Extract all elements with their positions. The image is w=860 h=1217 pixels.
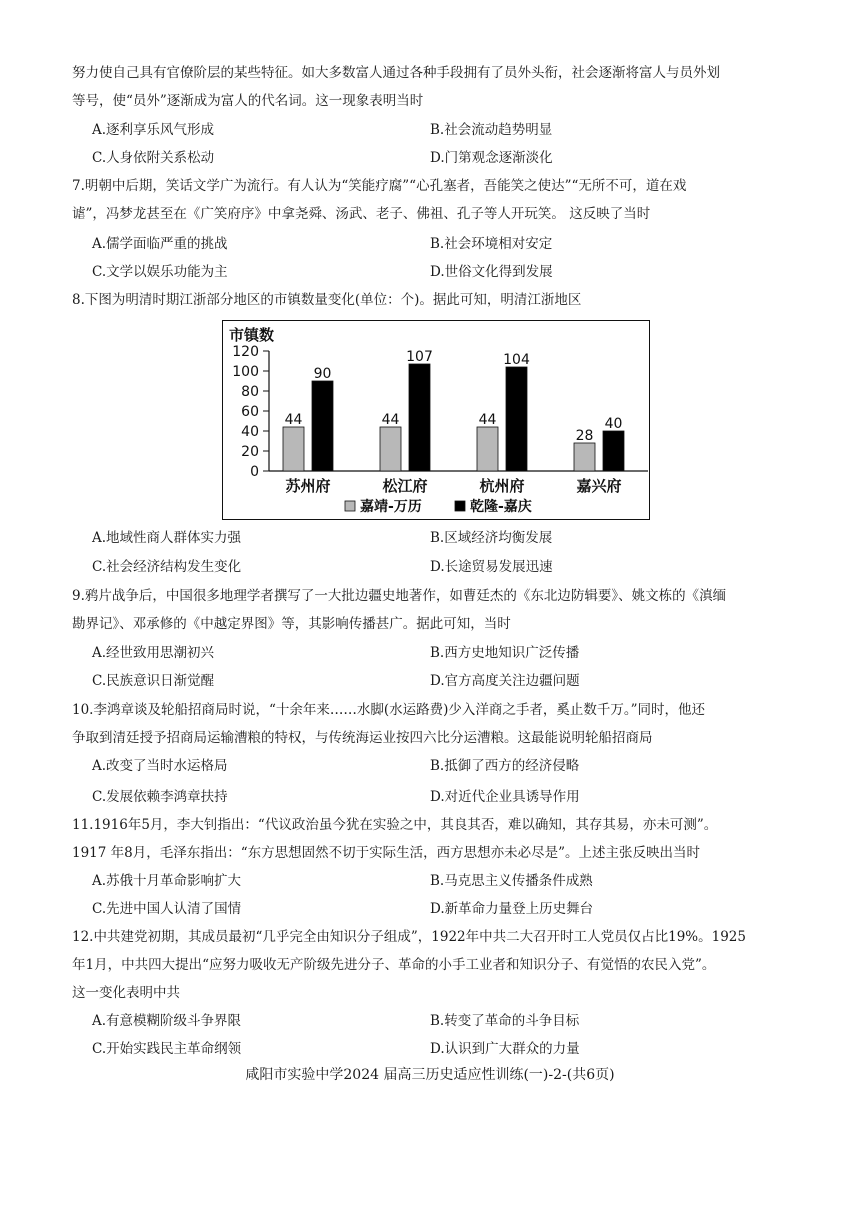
q8-option-c[interactable]: C.社会经济结构发生变化 (92, 559, 242, 575)
x-category-label: 嘉兴府 (576, 477, 622, 495)
x-category-label: 杭州府 (479, 477, 525, 495)
q9-stem-line-2: 勘界记》、邓承修的《中越定界图》等，其影响传播甚广。据此可知，当时 (72, 616, 511, 632)
q6-option-a[interactable]: A.逐利享乐风气形成 (92, 122, 215, 138)
q11-option-b[interactable]: B.马克思主义传播条件成熟 (430, 873, 593, 889)
y-tick-label: 60 (241, 404, 259, 420)
q6-option-b[interactable]: B.社会流动趋势明显 (430, 122, 553, 138)
q6-option-c[interactable]: C.人身依附关系松动 (92, 150, 215, 166)
bar-qianlong-jiaqing (409, 364, 430, 471)
bar-value-label: 28 (575, 428, 594, 444)
town-count-chart (222, 320, 650, 520)
q12-stem-line-3: 这一变化表明中共 (72, 985, 180, 1001)
bar-value-label: 40 (604, 416, 623, 432)
legend-label: 乾隆-嘉庆 (470, 499, 532, 515)
q12-stem-line-2: 年1月，中共四大提出“应努力吸收无产阶级先进分子、革命的小手工业者和知识分子、有觉悟的农民入党”。 (72, 957, 716, 973)
q10-option-d[interactable]: D.对近代企业具诱导作用 (430, 789, 580, 805)
q11-stem-line-1: 11.1916年5月，李大钊指出：“代议政治虽今犹在实验之中，其良其否，难以确知，其存其易，亦未可测”。 (72, 817, 718, 833)
bar-value-label: 90 (313, 366, 332, 382)
bar-value-label: 44 (284, 412, 303, 428)
q7-stem-line-2: 谑”，冯梦龙甚至在《广笑府序》中拿尧舜、汤武、老子、佛祖、孔子等人开玩笑。 这反映了当时 (72, 206, 651, 222)
bar-value-label: 104 (503, 352, 530, 368)
y-tick-label: 120 (232, 344, 259, 360)
q9-option-a[interactable]: A.经世致用思潮初兴 (92, 645, 215, 661)
q12-option-d[interactable]: D.认识到广大群众的力量 (430, 1041, 580, 1057)
q10-stem-line-2: 争取到清廷授予招商局运输漕粮的特权，与传统海运业按四六比分运漕粮。这最能说明轮船招商局 (72, 730, 653, 746)
q11-option-a[interactable]: A.苏俄十月革命影响扩大 (92, 873, 242, 889)
q6-option-d[interactable]: D.门第观念逐渐淡化 (430, 150, 553, 166)
q6-stem-line-1: 努力使自己具有官僚阶层的某些特征。如大多数富人通过各种手段拥有了员外头衔，社会逐渐将富人与员外划 (72, 65, 720, 81)
y-tick-label: 0 (250, 464, 259, 480)
bar-value-label: 44 (478, 412, 497, 428)
q11-option-c[interactable]: C.先进中国人认清了国情 (92, 901, 242, 917)
bar-value-label: 44 (381, 412, 400, 428)
bar-value-label: 107 (406, 349, 433, 365)
q10-option-c[interactable]: C.发展依赖李鸿章扶持 (92, 789, 228, 805)
q11-stem-line-2: 1917 年8月，毛泽东指出：“东方思想固然不切于实际生活，西方思想亦未必尽是”。上述主张反映出当时 (72, 845, 701, 861)
legend-swatch (455, 501, 465, 511)
q9-stem-line-1: 9.鸦片战争后，中国很多地理学者撰写了一大批边疆史地著作，如曹廷杰的《东北边防辑要》、姚文栋的《滇缅 (72, 588, 727, 604)
q8-option-d[interactable]: D.长途贸易发展迅速 (430, 559, 553, 575)
q11-option-d[interactable]: D.新革命力量登上历史舞台 (430, 901, 594, 917)
x-category-label: 苏州府 (285, 477, 331, 495)
x-category-label: 松江府 (382, 477, 428, 495)
bar-jiajing-wanli (477, 427, 498, 471)
q7-option-d[interactable]: D.世俗文化得到发展 (430, 264, 553, 280)
q8-stem-line-1: 8.下图为明清时期江浙部分地区的市镇数量变化(单位：个)。据此可知，明清江浙地区 (72, 292, 582, 308)
q7-option-b[interactable]: B.社会环境相对安定 (430, 236, 553, 252)
y-tick-label: 40 (241, 424, 259, 440)
q9-option-d[interactable]: D.官方高度关注边疆问题 (430, 673, 580, 689)
q6-stem-line-2: 等号，使“员外”逐渐成为富人的代名词。这一现象表明当时 (72, 93, 424, 109)
legend-label: 嘉靖-万历 (360, 499, 422, 515)
y-tick-label: 100 (232, 364, 259, 380)
legend-swatch (345, 501, 355, 511)
bar-jiajing-wanli (380, 427, 401, 471)
y-tick-label: 20 (241, 444, 259, 460)
q12-stem-line-1: 12.中共建党初期，其成员最初“几乎完全由知识分子组成”，1922年中共二大召开时工人党员仅占比19%。1925 (72, 929, 746, 945)
bar-qianlong-jiaqing (506, 367, 527, 471)
page-footer: 咸阳市实验中学2024 届高三历史适应性训练(一)-2-(共6页) (245, 1067, 615, 1083)
q9-option-c[interactable]: C.民族意识日渐觉醒 (92, 673, 215, 689)
q7-option-c[interactable]: C.文学以娱乐功能为主 (92, 264, 228, 280)
q9-option-b[interactable]: B.西方史地知识广泛传播 (430, 645, 580, 661)
bar-qianlong-jiaqing (603, 431, 624, 471)
q8-option-a[interactable]: A.地域性商人群体实力强 (92, 530, 242, 546)
bar-jiajing-wanli (574, 443, 595, 471)
q12-option-a[interactable]: A.有意模糊阶级斗争界限 (92, 1013, 242, 1029)
q7-stem-line-1: 7.明朝中后期，笑话文学广为流行。有人认为“笑能疗腐”“心孔塞者，吾能笑之使达”“无所不可，道在戏 (72, 178, 687, 194)
q10-option-b[interactable]: B.抵御了西方的经济侵略 (430, 758, 580, 774)
q10-option-a[interactable]: A.改变了当时水运格局 (92, 758, 228, 774)
q12-option-c[interactable]: C.开始实践民主革命纲领 (92, 1041, 242, 1057)
q7-option-a[interactable]: A.儒学面临严重的挑战 (92, 236, 228, 252)
q12-option-b[interactable]: B.转变了革命的斗争目标 (430, 1013, 580, 1029)
bar-jiajing-wanli (283, 427, 304, 471)
chart-title: 市镇数 (229, 326, 275, 344)
bar-qianlong-jiaqing (312, 381, 333, 471)
bar-chart-svg (223, 321, 648, 518)
q8-option-b[interactable]: B.区域经济均衡发展 (430, 530, 553, 546)
y-tick-label: 80 (241, 384, 259, 400)
q10-stem-line-1: 10.李鸿章谈及轮船招商局时说，“十余年来……水脚(水运路费)少入洋商之手者，奚止数千万。”同时，他还 (72, 702, 706, 718)
